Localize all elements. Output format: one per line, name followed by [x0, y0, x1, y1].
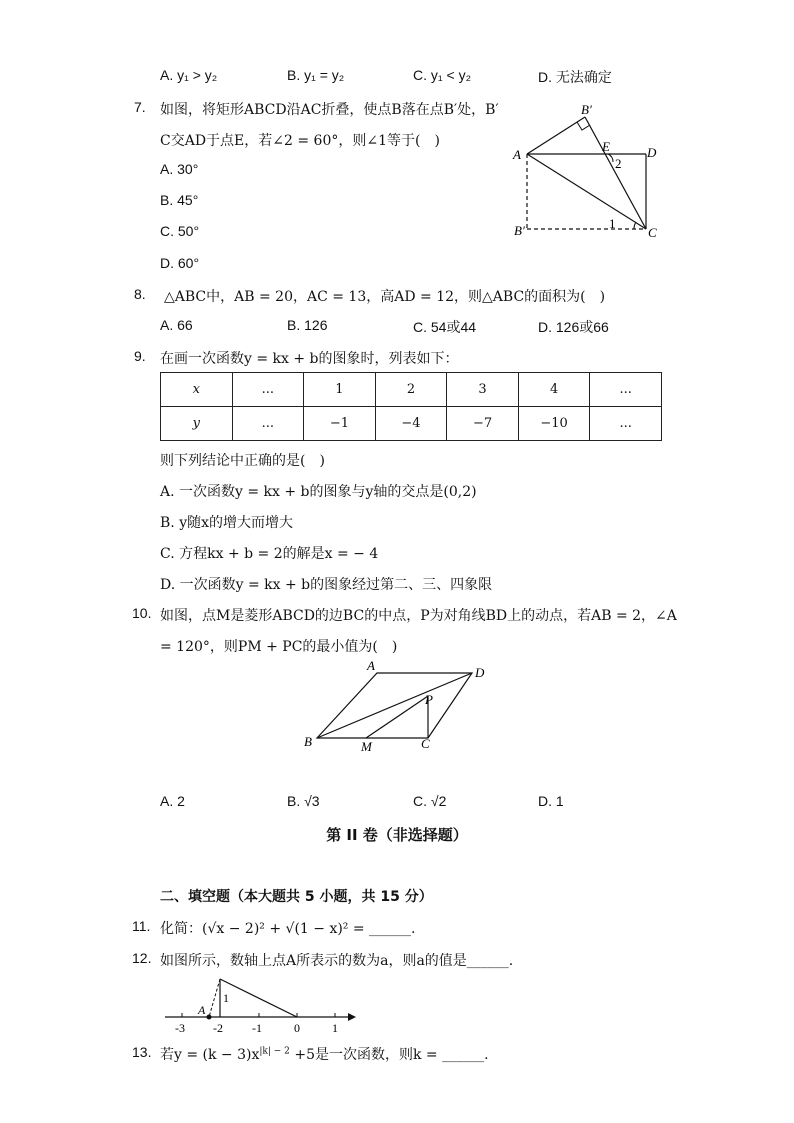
q11-number: 11.: [132, 918, 151, 934]
table-cell: 4: [518, 373, 590, 407]
q7-label-angle1: 1: [609, 216, 616, 231]
q9-option-c: C. 方程kx + b = 2的解是x = − 4: [160, 546, 379, 562]
q6-option-a: A. y₁ > y₂: [160, 67, 218, 83]
q9-option-a: A. 一次函数y = kx + b的图象与y轴的交点是(0,2): [160, 484, 477, 500]
table-cell: ...: [590, 373, 662, 407]
q7-diagonal-ac: [527, 154, 646, 229]
q7-edge-ab-prime: [527, 117, 585, 154]
q12-axis-arrow: [348, 1013, 356, 1021]
q7-label-e: E: [602, 139, 610, 154]
q6-option-b: B. y₁ = y₂: [287, 67, 345, 83]
q7-option-c: C. 50°: [160, 223, 200, 239]
q8-number: 8.: [134, 286, 146, 302]
q9-prompt: 则下列结论中正确的是( ): [160, 453, 325, 469]
q12-number-line-figure: [160, 975, 360, 1037]
section2-heading: 二、填空题（本大题共 5 小题，共 15 分）: [160, 889, 433, 905]
q13-number: 13.: [132, 1044, 152, 1060]
q7-stem-line2: C交AD于点E，若∠2 = 60°，则∠1等于( ): [160, 133, 440, 149]
q7-figure: [505, 98, 670, 243]
table-cell: −7: [447, 407, 519, 441]
q9-option-d: D. 一次函数y = kx + b的图象经过第二、三、四象限: [160, 577, 493, 593]
part2-title: 第 II 卷（非选择题）: [326, 826, 468, 844]
q12-point-a: [207, 1015, 212, 1020]
q13-exponent: |k| − 2: [259, 1046, 290, 1057]
q7-label-c: C: [648, 225, 657, 240]
q10-number: 10.: [132, 605, 152, 621]
q10-label-a: A: [367, 658, 375, 673]
q10-label-p: P: [425, 692, 433, 707]
q10-option-c: C. √2: [413, 793, 447, 809]
q10-label-b: B: [304, 734, 312, 749]
q7-label-bprime: B′: [514, 223, 525, 238]
q7-stem-line1: 如图，将矩形ABCD沿AC折叠，使点B落在点B′处，B′: [160, 102, 499, 118]
q11-stem: 化简：(√x − 2)² + √(1 − x)² = ______.: [160, 921, 416, 937]
q9-value-table: [160, 372, 662, 441]
q10-label-m: M: [361, 739, 372, 753]
q12-tick-label: -1: [252, 1021, 262, 1035]
q8-stem: △ABC中，AB = 20，AC = 13，高AD = 12，则△ABC的面积为( ): [164, 289, 606, 305]
q7-label-bprime-top: B′: [581, 102, 592, 117]
table-cell: 1: [304, 373, 376, 407]
q12-tick-label: 1: [332, 1021, 338, 1035]
table-cell: −1: [304, 407, 376, 441]
q13-stem-pre: 若y = (k − 3)x: [160, 1047, 260, 1063]
q13-stem: [160, 1044, 489, 1064]
q7-label-angle2: 2: [615, 156, 622, 171]
table-cell: ...: [232, 373, 304, 407]
q12-hypotenuse: [220, 979, 297, 1017]
q12-number: 12.: [132, 950, 152, 966]
q12-tick-label: -2: [213, 1021, 223, 1035]
q12-label-a: A: [198, 1003, 206, 1017]
q9-number: 9.: [134, 348, 146, 364]
table-cell: 2: [375, 373, 447, 407]
table-cell: 3: [447, 373, 519, 407]
q10-stem-line1: 如图，点M是菱形ABCD的边BC的中点，P为对角线BD上的动点，若AB = 2，∠A: [160, 608, 677, 624]
q10-option-b: B. √3: [287, 793, 320, 809]
q7-label-d: D: [647, 145, 657, 160]
q10-label-d: D: [475, 665, 485, 680]
table-cell: y: [161, 407, 233, 441]
q10-option-a: A. 2: [160, 793, 185, 809]
q8-option-b: B. 126: [287, 317, 328, 333]
q7-label-a: A: [513, 147, 521, 162]
q13-stem-post: +5是一次函数，则k = ______.: [289, 1047, 489, 1063]
q10-diagonal-bd: [317, 673, 472, 738]
q6-option-d: D. 无法确定: [538, 69, 612, 85]
q8-option-a: A. 66: [160, 317, 193, 333]
q6-option-c: C. y₁ < y₂: [413, 67, 472, 83]
q7-option-a: A. 30°: [160, 161, 199, 177]
q8-option-c: C. 54或44: [413, 319, 477, 335]
q7-number: 7.: [134, 99, 146, 115]
q10-label-c: C: [421, 736, 430, 751]
q12-stem: 如图所示，数轴上点A所表示的数为a，则a的值是______.: [160, 953, 514, 969]
q7-option-d: D. 60°: [160, 255, 200, 271]
table-row: [161, 373, 662, 407]
table-cell: x: [161, 373, 233, 407]
q12-tick-label: 0: [294, 1021, 300, 1035]
table-cell: ...: [232, 407, 304, 441]
q10-stem-line2: = 120°，则PM + PC的最小值为( ): [160, 639, 398, 655]
q9-option-b: B. y随x的增大而增大: [160, 515, 293, 531]
q10-option-d: D. 1: [538, 793, 564, 809]
table-cell: −4: [375, 407, 447, 441]
q12-tick-label: -3: [175, 1021, 185, 1035]
table-row: [161, 407, 662, 441]
q10-segment-pm: [366, 696, 428, 738]
table-cell: −10: [518, 407, 590, 441]
q9-stem: 在画一次函数y = kx + b的图象时，列表如下：: [160, 351, 459, 367]
q7-angle1-arc: [634, 222, 636, 229]
q12-label-one: 1: [223, 991, 229, 1005]
q12-arc-dashed: [209, 979, 220, 1017]
q7-option-b: B. 45°: [160, 192, 199, 208]
q10-figure: [300, 658, 495, 753]
table-cell: ...: [590, 407, 662, 441]
q7-edge-b-prime-c: [585, 117, 646, 229]
q8-option-d: D. 126或66: [538, 319, 609, 335]
